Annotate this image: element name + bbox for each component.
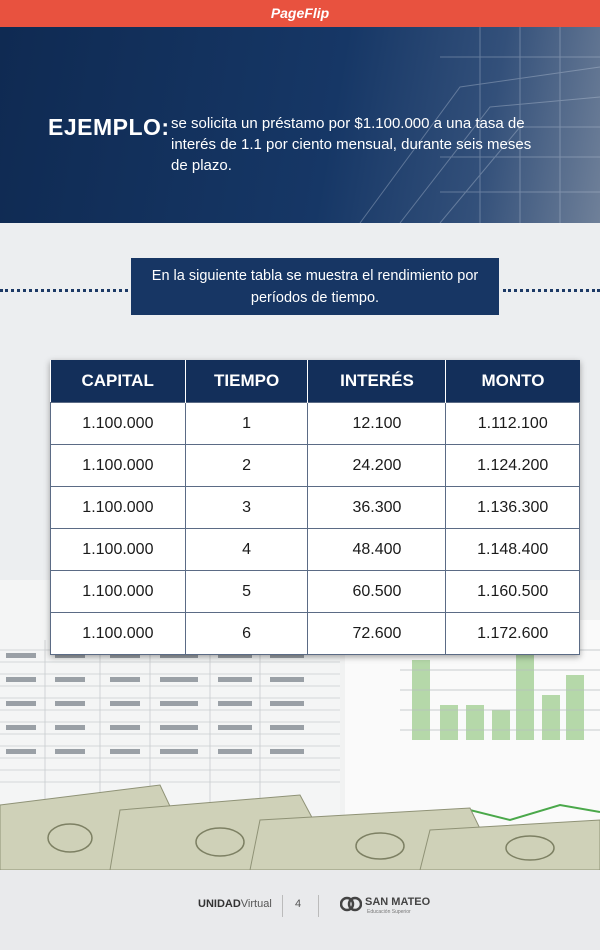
cell-interes: 12.100 <box>308 403 446 445</box>
example-label: EJEMPLO: <box>48 114 170 140</box>
dotted-divider-left <box>0 289 128 292</box>
san-mateo-logo-icon <box>340 894 362 914</box>
unidad-virtual-rest: Virtual <box>240 898 272 910</box>
cell-tiempo: 3 <box>185 487 308 529</box>
cell-monto: 1.124.200 <box>446 445 580 487</box>
page-footer <box>0 870 600 950</box>
cell-capital: 1.100.000 <box>51 445 186 487</box>
cell-interes: 60.500 <box>308 571 446 613</box>
header-capital: CAPITAL <box>51 360 186 403</box>
cell-capital: 1.100.000 <box>51 529 186 571</box>
cell-capital: 1.100.000 <box>51 403 186 445</box>
cell-interes: 48.400 <box>308 529 446 571</box>
cell-tiempo: 1 <box>185 403 308 445</box>
header-monto: MONTO <box>446 360 580 403</box>
page-number: 4 <box>295 898 302 910</box>
unidad-virtual-logo <box>198 898 272 910</box>
table-row <box>51 529 580 571</box>
unidad-virtual-bold: UNIDAD <box>198 898 241 910</box>
cell-interes: 72.600 <box>308 613 446 655</box>
table-intro-callout <box>131 258 499 315</box>
table-row <box>51 613 580 655</box>
cell-monto: 1.160.500 <box>446 571 580 613</box>
cell-monto: 1.112.100 <box>446 403 580 445</box>
interest-table <box>50 360 580 655</box>
header-interes: INTERÉS <box>308 360 446 403</box>
cell-interes: 36.300 <box>308 487 446 529</box>
cell-tiempo: 6 <box>185 613 308 655</box>
footer-divider <box>282 895 283 917</box>
table-intro-text: En la siguiente tabla se muestra el rendimiento por períodos de tiempo. <box>151 267 479 306</box>
cell-monto: 1.172.600 <box>446 613 580 655</box>
table-row <box>51 445 580 487</box>
table-row <box>51 571 580 613</box>
app-title: PageFlip <box>270 5 330 21</box>
header-tiempo: TIEMPO <box>185 360 308 403</box>
cell-interes: 24.200 <box>308 445 446 487</box>
cell-capital: 1.100.000 <box>51 571 186 613</box>
app-title-bar <box>0 0 600 27</box>
cell-capital: 1.100.000 <box>51 613 186 655</box>
cell-monto: 1.136.300 <box>446 487 580 529</box>
table-row <box>51 403 580 445</box>
brand-subtitle: Educación Superior <box>367 909 411 915</box>
example-banner <box>0 27 600 223</box>
dotted-divider-right <box>503 289 600 292</box>
brand-name: SAN MATEO <box>365 896 431 908</box>
cell-tiempo: 2 <box>185 445 308 487</box>
example-text: se solicita un préstamo por $1.100.000 a una tasa de interés de 1.1 por ciento mensual, durante seis meses de plazo. <box>171 115 532 174</box>
table-row <box>51 487 580 529</box>
cell-tiempo: 5 <box>185 571 308 613</box>
cell-tiempo: 4 <box>185 529 308 571</box>
cell-monto: 1.148.400 <box>446 529 580 571</box>
cell-capital: 1.100.000 <box>51 487 186 529</box>
footer-divider <box>318 895 319 917</box>
table-header-row <box>51 360 580 403</box>
